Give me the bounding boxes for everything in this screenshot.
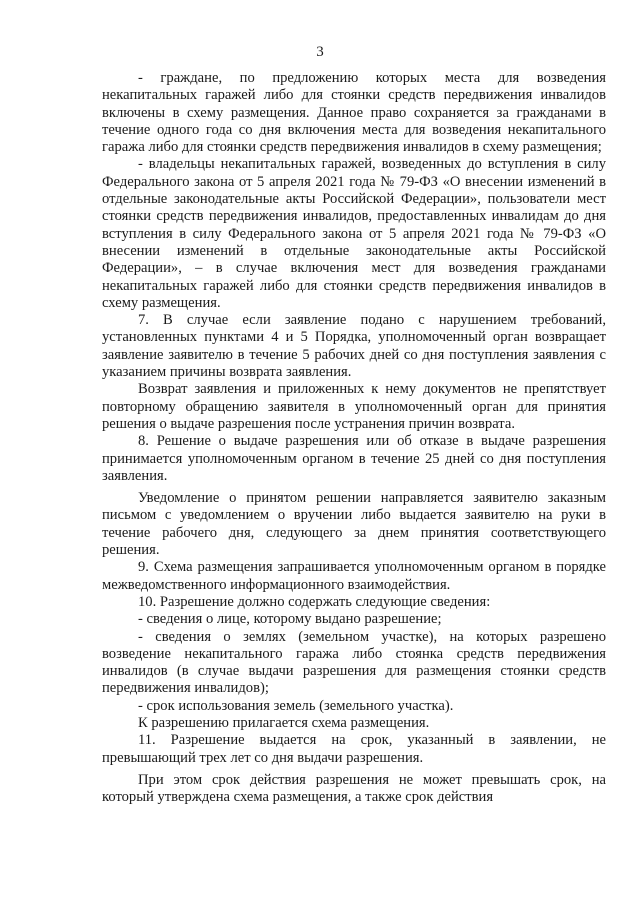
paragraph-item-9: 9. Схема размещения запрашивается уполномоченным органом в порядке межведомственного информационного взаимодействия. [102,559,606,593]
paragraph-garage-owners: - владельцы некапитальных гаражей, возведенных до вступления в силу Федерального закона от 5 апреля 2021 года № 79-ФЗ «О внесении изменений в отдельные законодательные акты Российской Федерации», пользователи мест стоянки средств передвижения инвалидов, предоставленных инвалидам до дня вступления в силу Федерального закона от 5 апреля 2021 года № 79-ФЗ «О внесении изменений в отдельные законодательные акты Российской Федерации», – в случае включения мест для возведения гражданами некапитальных гаражей либо для стоянки средств передвижения инвалидов в схему размещения. [102,156,606,311]
paragraph-item-8: 8. Решение о выдаче разрешения или об отказе в выдаче разрешения принимается уполномоченным органом в течение 25 дней со дня поступления заявления. [102,433,606,484]
paragraph-info-term: - срок использования земель (земельного участка). [138,697,454,714]
paragraph-info-person: - сведения о лице, которому выдано разрешение; [138,611,442,628]
paragraph-item-10: 10. Разрешение должно содержать следующие сведения: [138,593,491,610]
page-number: 3 [316,44,324,60]
paragraph-validity-term: При этом срок действия разрешения не может превышать срок, на который утверждена схема размещения, а также срок действия [102,771,606,806]
paragraph-return-of-application: Возврат заявления и приложенных к нему документов не препятствует повторному обращению заявителя в уполномоченный орган для принятия решения о выдаче разрешения после устранения причин возврата. [102,381,606,432]
paragraph-item-11: 11. Разрешение выдается на срок, указанный в заявлении, не превышающий трех лет со дня выдачи разрешения. [102,732,606,766]
paragraph-item-7: 7. В случае если заявление подано с нарушением требований, установленных пунктами 4 и 5 Порядка, уполномоченный орган возвращает заявление заявителю в течение 5 рабочих дней со дня поступления заявления с указанием причины возврата заявления. [102,312,606,381]
paragraph-attachment: К разрешению прилагается схема размещения. [138,714,430,731]
paragraph-info-lands: - сведения о землях (земельном участке), на которых разрешено возведение некапитального гаража либо стоянка средств передвижения инвалидов (в случае выдачи разрешения для размещения стоянки средств передвижения инвалидов); [102,628,606,697]
paragraph-citizens-proposal: - граждане, по предложению которых места для возведения некапитальных гаражей либо для стоянки средств передвижения инвалидов включены в схему размещения. Данное право сохраняется за гражданами в течение одного года со дня включения места для возведения некапитального гаража либо для стоянки средств передвижения инвалидов в схему размещения; [102,70,606,156]
document-body [102,70,606,806]
paragraph-notification: Уведомление о принятом решении направляется заявителю заказным письмом с уведомлением о вручении либо выдается заявителю на руки в течение рабочего дня, следующего за днем принятия соответствующего решения. [102,490,606,559]
